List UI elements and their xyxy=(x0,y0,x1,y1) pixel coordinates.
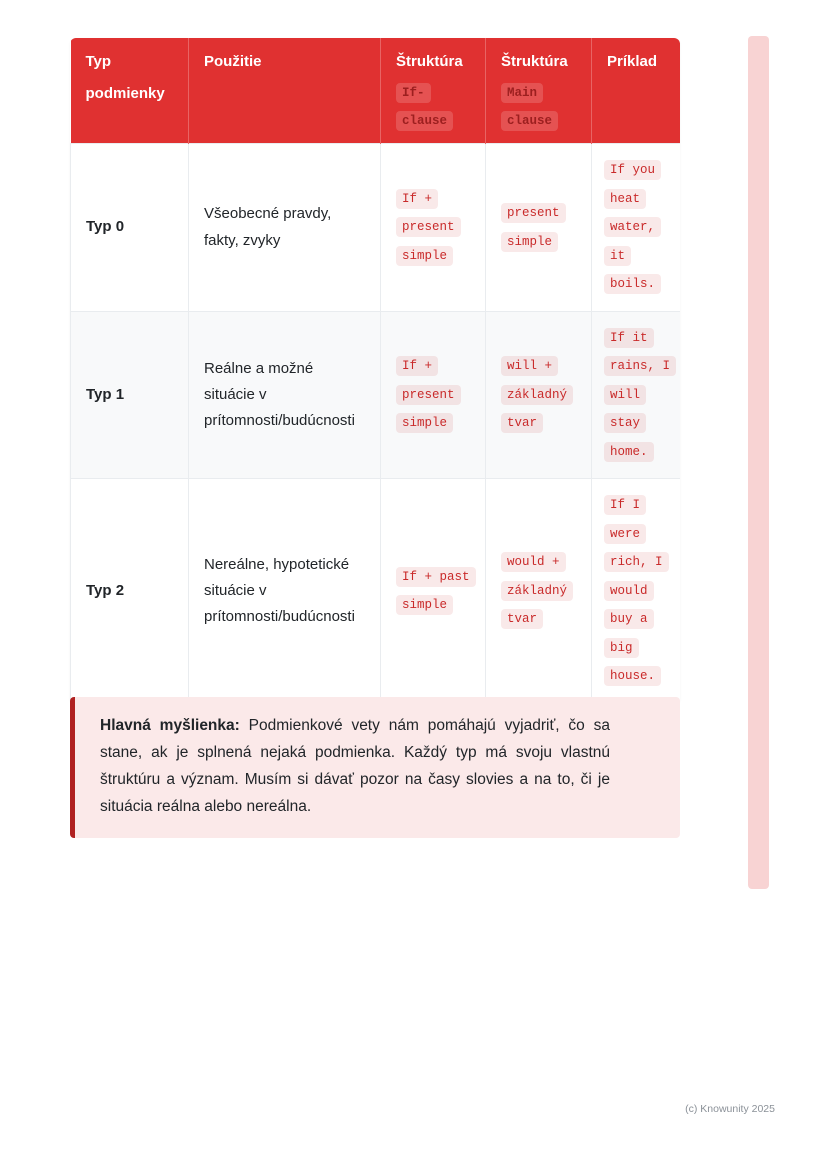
table-header-row xyxy=(71,38,681,144)
table-row xyxy=(71,479,681,704)
key-idea-callout xyxy=(70,697,680,838)
copyright-text: (c) Knowunity 2025 xyxy=(685,1103,775,1115)
main-clause-cell xyxy=(486,144,592,312)
type-cell: Typ 2 xyxy=(71,479,189,704)
table-row xyxy=(71,311,681,479)
usage-cell: Nereálne, hypotetické situácie v prítomnosti/budúcnosti xyxy=(189,479,381,704)
callout-title: Hlavná myšlienka: xyxy=(100,717,240,734)
type-cell: Typ 1 xyxy=(71,311,189,479)
code-chip: If + present simple xyxy=(396,189,461,266)
type-cell: Typ 0 xyxy=(71,144,189,312)
main-clause-cell xyxy=(486,479,592,704)
header-struktura-main-clause xyxy=(486,38,592,144)
example-chip: If it rains, I will stay home. xyxy=(604,328,676,462)
header-label: Príklad xyxy=(607,53,658,70)
main-clause-chip: Main clause xyxy=(501,83,558,131)
header-priklad xyxy=(592,38,681,144)
header-label: Použitie xyxy=(204,53,262,70)
code-chip: present simple xyxy=(501,203,566,252)
if-clause-chip: If-clause xyxy=(396,83,453,131)
header-struktura-if-clause xyxy=(381,38,486,144)
example-cell xyxy=(592,479,681,704)
code-chip: would + základný tvar xyxy=(501,552,573,629)
if-clause-cell xyxy=(381,311,486,479)
table-row xyxy=(71,144,681,312)
header-label: Typ podmienky xyxy=(85,53,165,103)
header-pouzitie xyxy=(189,38,381,144)
header-code-wrap xyxy=(501,80,576,135)
code-chip: If + past simple xyxy=(396,567,476,616)
example-chip: If I were rich, I would buy a big house. xyxy=(604,495,669,686)
usage-cell: Reálne a možné situácie v prítomnosti/budúcnosti xyxy=(189,311,381,479)
code-chip: If + present simple xyxy=(396,356,461,433)
usage-cell: Všeobecné pravdy, fakty, zvyky xyxy=(189,144,381,312)
example-chip: If you heat water, it boils. xyxy=(604,160,661,294)
conditionals-table-grid xyxy=(70,38,680,704)
header-typ-podmienky xyxy=(71,38,189,144)
conditionals-table xyxy=(70,38,680,704)
if-clause-cell xyxy=(381,479,486,704)
example-cell xyxy=(592,144,681,312)
if-clause-cell xyxy=(381,144,486,312)
header-label: Štruktúra xyxy=(396,53,463,70)
scrollbar-thumb[interactable] xyxy=(748,36,769,889)
main-clause-cell xyxy=(486,311,592,479)
example-cell xyxy=(592,311,681,479)
callout-paragraph xyxy=(100,712,610,821)
header-code-wrap xyxy=(396,80,470,135)
header-label: Štruktúra xyxy=(501,53,568,70)
callout-body: Podmienkové vety nám pomáhajú vyjadriť, čo sa stane, ak je splnená nejaká podmienka. Každý typ má svoju vlastnú štruktúru a význam. Musím si dávať pozor na časy slovies a na to, či je situácia reálna alebo nereálna. xyxy=(100,717,611,816)
code-chip: will + základný tvar xyxy=(501,356,573,433)
